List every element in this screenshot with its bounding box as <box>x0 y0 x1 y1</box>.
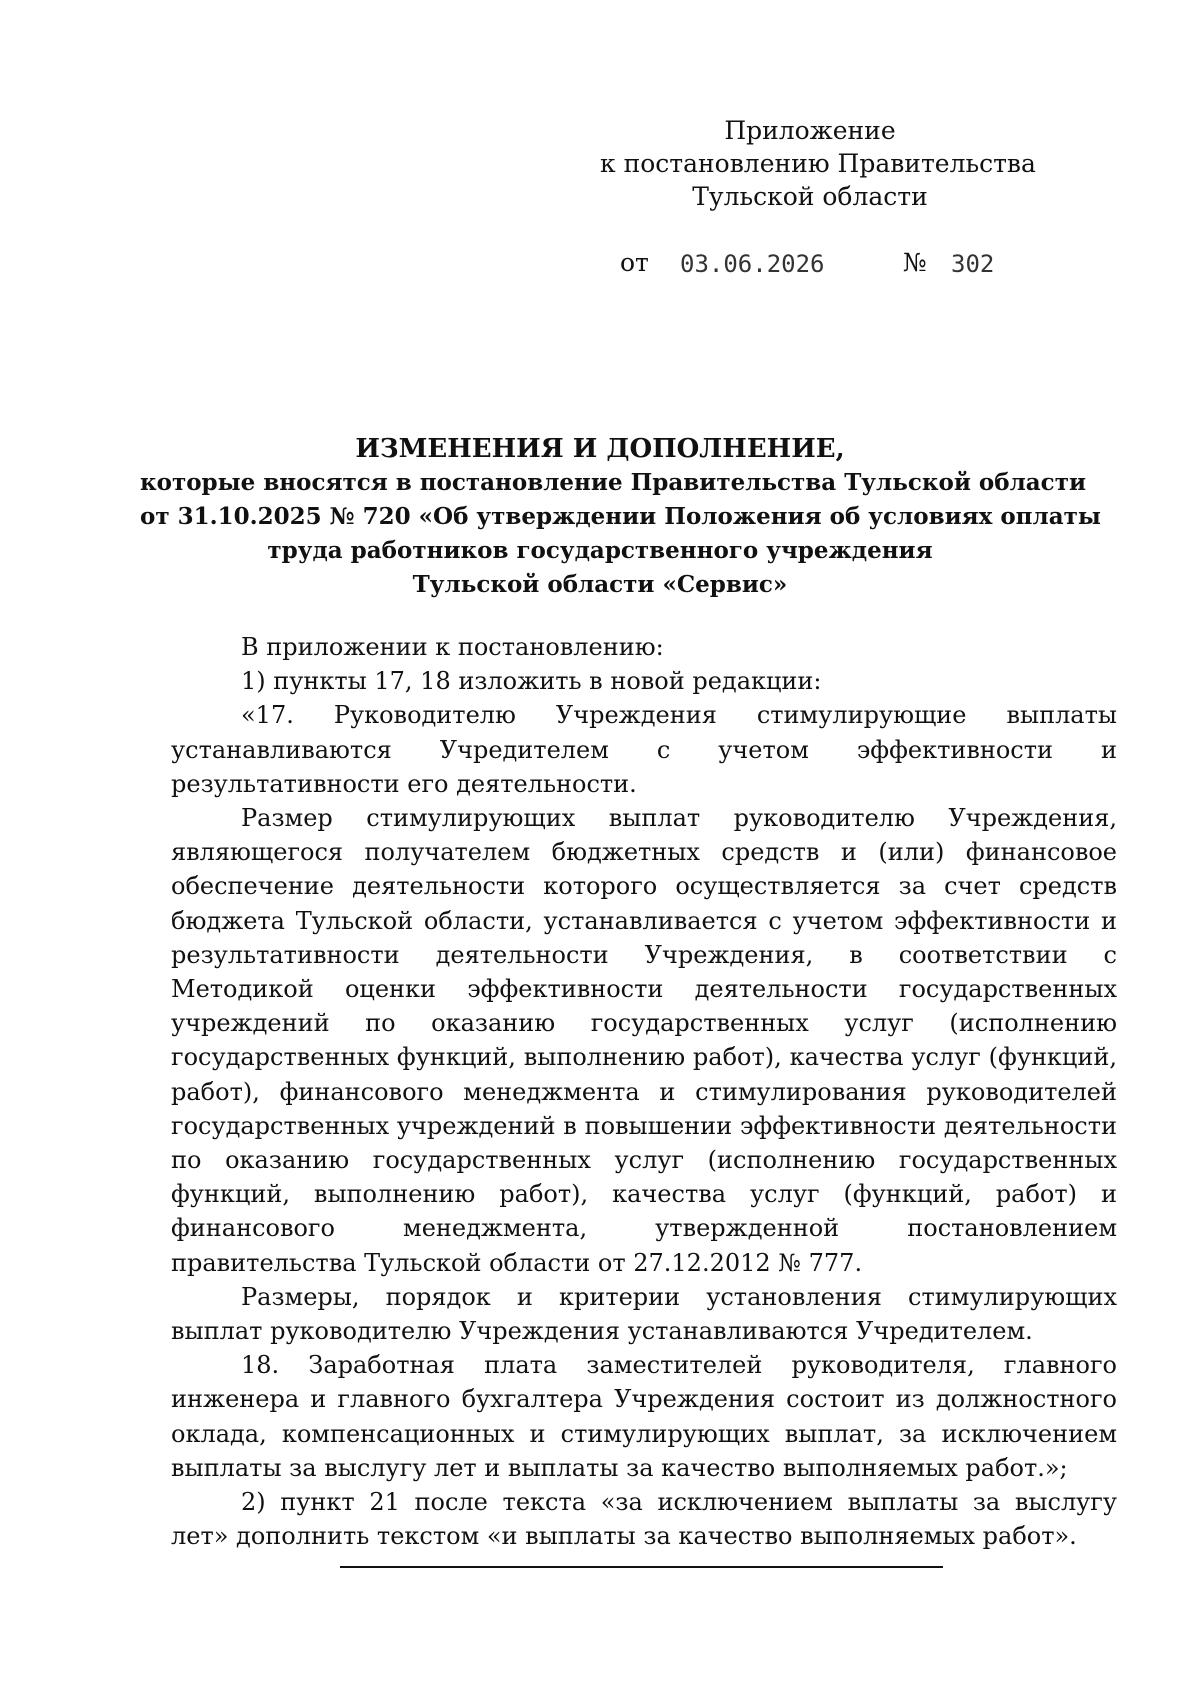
paragraph-item-1: 1) пункты 17, 18 изложить в новой редакции: <box>241 667 822 696</box>
heading-title: ИЗМЕНЕНИЯ И ДОПОЛНЕНИЕ, <box>355 434 845 464</box>
appendix-reference: к постановлению Правительства <box>600 149 1036 178</box>
appendix-region: Тульской области <box>692 182 928 211</box>
heading-line-3: от 31.10.2025 № 720 «Об утверждении Положения об условиях оплаты <box>140 503 1101 530</box>
number-sign-label: № <box>903 248 927 277</box>
paragraph-stimulus-criteria: Размеры, порядок и критерии установления стимулирующих выплат руководителю Учреждения устанавливаются Учредителем. <box>171 1282 1117 1346</box>
heading-line-2: которые вносятся в постановление Правительства Тульской области <box>140 469 1086 496</box>
paragraph-stimulus-size: Размер стимулирующих выплат руководителю Учреждения, являющегося получателем бюджетных средств и (или) финансовое обеспечение деятельности которого осуществляется за счет средств бюджета Тульской области, устанавливается с учетом эффективности и результативности деятельности Учреждения, в соответствии с Методикой оценки эффективности деятельности государственных учреждений по оказанию государственных услуг (исполнению государственных функций, выполнению работ), качества услуг (функций, работ), финансового менеджмента и стимулирования руководителей государственных учреждений в повышении эффективности деятельности по оказанию государственных услуг (исполнению государственных функций, выполнению работ), качества услуг (функций, работ) и финансового менеджмента, утвержденной постановлением правительства Тульской области от 27.12.2012 № 777. <box>171 804 1117 1277</box>
appendix-header <box>600 114 1036 213</box>
paragraph-intro: В приложении к постановлению: <box>241 633 664 661</box>
paragraph-item-2: 2) пункт 21 после текста «за исключением выплаты за выслугу лет» дополнить текстом «и выплаты за качество выполняемых работ». <box>171 1488 1117 1551</box>
appendix-title: Приложение <box>724 116 896 145</box>
document-body <box>171 630 1117 1553</box>
paragraph-point-18: 18. Заработная плата заместителей руководителя, главного инженера и главного бухгалтера Учреждения состоит из должностного оклада, компенсационных и стимулирующих выплат, за исключением выплаты за выслугу лет и выплаты за качество выполняемых работ.»; <box>171 1351 1117 1482</box>
document-heading <box>140 432 1101 602</box>
heading-line-5: Тульской области «Сервис» <box>412 571 788 598</box>
document-date: 03.06.2026 <box>680 250 825 278</box>
paragraph-point-17: «17. Руководителю Учреждения стимулирующие выплаты устанавливаются Учредителем с учетом эффективности и результативности его деятельности. <box>171 701 1117 798</box>
heading-line-4: труда работников государственного учреждения <box>267 537 933 564</box>
document-number: 302 <box>951 250 995 278</box>
date-from-label: от <box>620 248 649 277</box>
closing-rule <box>340 1566 943 1568</box>
